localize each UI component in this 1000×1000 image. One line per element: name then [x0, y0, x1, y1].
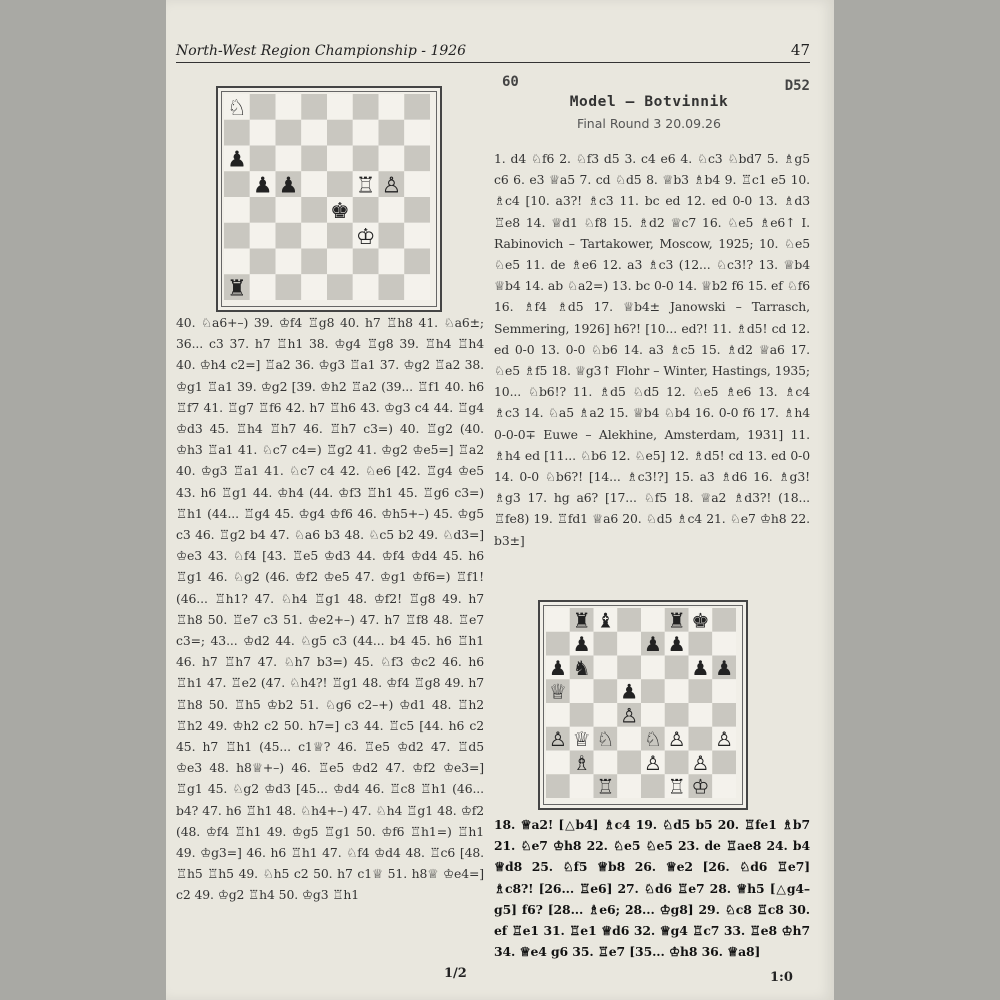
- board-square: [327, 274, 353, 300]
- chess-diagram-left: [216, 86, 442, 312]
- board-square: [570, 774, 594, 798]
- board-square: [665, 656, 689, 680]
- board-square: [379, 249, 405, 275]
- white-N-piece: ♘: [596, 727, 615, 752]
- left-result: 1/2: [444, 966, 467, 981]
- board-square: [404, 197, 430, 223]
- board-square: [276, 249, 302, 275]
- white-P-piece: ♙: [667, 727, 686, 752]
- board-square: [689, 679, 713, 703]
- black-P-piece: ♟: [691, 655, 710, 680]
- board-square: [617, 774, 641, 798]
- chessboard-right: [546, 608, 736, 798]
- white-N-piece: ♘: [643, 727, 662, 752]
- board-square: [276, 94, 302, 120]
- black-P-piece: ♟: [252, 173, 273, 199]
- white-N-piece: ♘: [227, 96, 247, 122]
- board-square: [301, 120, 327, 146]
- board-square: [546, 751, 570, 775]
- board-square: [276, 120, 302, 146]
- board-square: [546, 703, 570, 727]
- white-R-piece: ♖: [667, 774, 686, 798]
- board-square: [250, 197, 276, 223]
- left-column-text: 40. ♘a6+–) 39. ♔f4 ♖g8 40. h7 ♖h8 41. ♘a6±; 36... c3 37. h7 ♖h1 38. ♔g4 ♖g8 39. ♖h4 ♖h4 40. ♔h4 c2=] ♖a2 36. ♔g3 ♖a1 37. ♔g2 ♖a2 38. ♔g1 ♖a1 39. ♔g2 [39. ♔h2 ♖a2 (39... ♖f1 40. h6 ♖f7 41. ♖g7 ♖f6 42. h7 ♖h6 43. ♔g3 c4 44. ♖g4 ♔d3 45. ♖h4 ♖h7 46. ♖h7 c3=) 40. ♖g2 (40. ♔h3 ♖a1 41. ♘c7 c4=) ♖g2 41. ♔g2 ♔e5=] ♖a2 40. ♔g3 ♖a1 41. ♘c7 c4 42. ♘e6 [42. ♖g4 ♔e5 43. h6 ♖g1 44. ♔h4 (44. ♔f3 ♖h1 45. ♖g6 c3=) ♖h1 (44... ♖g4 45. ♔g4 ♔f6 46. ♔h5+–) 45. ♔g5 c3 46. ♖g2 b4 47. ♘a6 b3 48. ♘c5 b2 49. ♘d3=] ♔e3 43. ♘f4 [43. ♖e5 ♔d3 44. ♔f4 ♔d4 45. h6 ♖g1 46. ♘g2 (46. ♔f2 ♔e5 47. ♔g1 ♔f6=) ♖f1! (46... ♖h1? 47. ♘h4 ♖g1 48. ♔f2! ♖g8 49. h7 ♖h8 50. ♖e7 c3 51. ♔e2+–) 47. h7 ♖f8 48. ♖e7 c3=; 43... ♔d2 44. ♘g5 c3 (44... b4 45. h6 ♖h1 46. h7 ♖h7 47. ♘h7 b3=) 45. ♘f3 ♔c2 46. h6 ♖h1 47. ♖e2 (47. ♘h4?! ♖g1 48. ♔f4 ♖g8 49. h7 ♖h8 50. ♖h5 ♔b2 51. ♘g6 c2–+) ♔d1 48. ♖h2 ♖h2 49. ♔h2 c2 50. h7=] c3 44. ♖c5 [44. h6 c2 45. h7 ♖h1 (45... c1♕? 46. ♖e5 ♔d2 47. ♖d5 ♔e3 48. h8♕+–) 46. ♖e5 ♔d2 47. ♔f2 ♔e3=] ♖g1 45. ♘g2 ♔d3 [45... ♔d4 46. ♖c8 ♖h1 (46... b4? 47. h6 ♖h1 48. ♘h4+–) 47. ♘h4 ♖g1 48. ♔f2 (48. ♔f4 ♖h1 49. ♔g5 ♖g1 50. ♔f6 ♖h1=) ♖h1 49. ♔g3=] 46. h6 ♖h1 47. ♘f4 ♔d4 48. ♖c6 [48. ♖h5 ♖h5 49. ♘h5 c2 50. h7 c1♕ 51. h8♕ ♔e4=] c2 49. ♔g2 ♖h4 50. ♔g3 ♖h1: [176, 315, 484, 903]
- board-square: [276, 146, 302, 172]
- white-R-piece: ♖: [596, 774, 615, 798]
- board-square: [712, 608, 736, 632]
- chessboard-left: [224, 94, 430, 300]
- board-square: [570, 703, 594, 727]
- board-square: [689, 727, 713, 751]
- eco-code: D52: [784, 78, 810, 94]
- white-P-piece: ♙: [620, 703, 639, 728]
- board-square: [327, 120, 353, 146]
- board-square: [353, 120, 379, 146]
- board-square: [712, 632, 736, 656]
- board-square: [224, 249, 250, 275]
- board-square: [353, 146, 379, 172]
- right-column-continuation: [494, 814, 810, 962]
- board-square: [250, 274, 276, 300]
- board-square: [224, 171, 250, 197]
- board-square: [546, 608, 570, 632]
- board-square: [546, 632, 570, 656]
- board-square: [250, 249, 276, 275]
- board-square: [250, 146, 276, 172]
- board-square: [712, 751, 736, 775]
- board-square: [617, 656, 641, 680]
- board-square: [617, 751, 641, 775]
- board-square: [327, 94, 353, 120]
- board-square: [379, 197, 405, 223]
- game-continuation-text: 18. ♕a2! [△b4] ♗c4 19. ♘d5 b5 20. ♖fe1 ♗b7 21. ♘e7 ♔h8 22. ♘e5 ♘e5 23. de ♖ae8 24. b4 ♕d8 25. ♘f5 ♕b8 26. ♕e2 [26. ♘d6 ♖e7] ♗c8?! [26... ♖e6] 27. ♘d6 ♖e7 28. ♕h5 [△g4–g5] f6? [28... ♗e6; 28... ♔g8] 29. ♘c8 ♖c8 30. ef ♖e1 31. ♖e1 ♕d6 32. ♕g4 ♖c7 33. ♖e8 ♔h7 34. ♕e4 g6 35. ♖e7 [35... ♔h8 36. ♕a8]: [494, 817, 810, 960]
- board-square: [301, 274, 327, 300]
- black-B-piece: ♝: [596, 608, 615, 633]
- board-square: [594, 703, 618, 727]
- running-header: [176, 36, 810, 63]
- board-square: [617, 727, 641, 751]
- white-B-piece: ♗: [572, 750, 591, 775]
- white-P-piece: ♙: [548, 727, 567, 752]
- board-square: [641, 774, 665, 798]
- header-title: North-West Region Championship - 1926: [176, 43, 467, 59]
- chess-diagram-right: [538, 600, 748, 810]
- game-moves-text: 1. d4 ♘f6 2. ♘f3 d5 3. c4 e6 4. ♘c3 ♘bd7 5. ♗g5 c6 6. e3 ♕a5 7. cd ♘d5 8. ♕b3 ♗b4 9. ♖c1 e5 10. ♗c4 [10. a3?! ♗c3 11. bc ed 12. ed 0-0 13. ♗d3 ♖e8 14. ♕d1 ♘f8 15. ♗d2 ♕c7 16. ♘e5 ♗e6↑ I. Rabinovich – Tartakower, Moscow, 1925; 10. ♘e5 ♘e5 11. de ♗e6 12. a3 ♗c3 (12... ♘c3!? 13. ♕b4 ♕b4 14. ab ♘a2=) 13. bc 0-0 14. ♕b2 f6 15. ef ♘f6 16. ♗f4 ♗d5 17. ♕b4± Janowski – Tarrasch, Semmering, 1926] h6?! [10... ed?! 11. ♗d5! cd 12. ed 0-0 13. 0-0 ♘b6 14. a3 ♗c5 15. ♗d2 ♕a6 17. ♘e5 ♗f5 18. ♕g3↑ Flohr – Winter, Hastings, 1935; 10... ♘b6!? 11. ♗d5 ♘d5 12. ♘e5 ♗e6 13. ♗c4 ♗c3 14. ♘a5 ♗a2 15. ♕b4 ♘b4 16. 0-0 f6 17. ♗h4 0-0-0∓ Euwe – Alekhine, Amsterdam, 1931] 11. ♗h4 ed [11... ♘b6 12. ♘e5] 12. ♗d5! cd 13. ed 0-0 14. 0-0 ♘b6?! [14... ♗c3!?] 15. a3 ♗d6 16. ♗g3! ♗g3 17. hg a6? [17... ♘f5 18. ♕a2 ♗d3?! (18... ♖fe8) 19. ♖fd1 ♕a6 20. ♘d5 ♗c4 21. ♘e7 ♔h8 22. b3±]: [494, 151, 810, 548]
- board-square: [379, 94, 405, 120]
- game-number: 60: [502, 74, 519, 90]
- board-square: [404, 274, 430, 300]
- board-square: [689, 703, 713, 727]
- board-square: [404, 94, 430, 120]
- black-P-piece: ♟: [548, 655, 567, 680]
- black-P-piece: ♟: [715, 655, 734, 680]
- board-square: [224, 197, 250, 223]
- board-square: [641, 679, 665, 703]
- board-square: [301, 249, 327, 275]
- board-square: [301, 197, 327, 223]
- board-square: [379, 274, 405, 300]
- board-square: [404, 223, 430, 249]
- white-Q-piece: ♕: [572, 727, 591, 752]
- white-R-piece: ♖: [355, 173, 376, 199]
- board-square: [594, 751, 618, 775]
- board-square: [301, 146, 327, 172]
- white-P-piece: ♙: [381, 173, 402, 199]
- board-square: [665, 679, 689, 703]
- board-square: [641, 703, 665, 727]
- game-players: Model – Botvinnik: [569, 94, 729, 110]
- board-square: [641, 656, 665, 680]
- white-P-piece: ♙: [715, 727, 734, 752]
- board-square: [224, 120, 250, 146]
- board-square: [617, 632, 641, 656]
- board-square: [379, 223, 405, 249]
- left-column: [176, 312, 484, 906]
- board-square: [594, 632, 618, 656]
- board-square: [617, 608, 641, 632]
- board-square: [712, 679, 736, 703]
- black-K-piece: ♚: [330, 199, 350, 225]
- board-square: [327, 223, 353, 249]
- white-Q-piece: ♕: [548, 679, 567, 704]
- board-square: [665, 703, 689, 727]
- board-square: [594, 679, 618, 703]
- black-K-piece: ♚: [691, 608, 710, 633]
- black-P-piece: ♟: [278, 173, 299, 199]
- board-square: [570, 679, 594, 703]
- board-square: [301, 171, 327, 197]
- black-R-piece: ♜: [572, 608, 591, 633]
- board-square: [327, 171, 353, 197]
- board-square: [353, 249, 379, 275]
- board-square: [301, 223, 327, 249]
- board-square: [594, 656, 618, 680]
- board-square: [301, 94, 327, 120]
- right-column: [494, 148, 810, 551]
- black-P-piece: ♟: [620, 679, 639, 704]
- black-P-piece: ♟: [572, 632, 591, 657]
- white-P-piece: ♙: [691, 750, 710, 775]
- board-square: [224, 223, 250, 249]
- board-square: [353, 274, 379, 300]
- black-R-piece: ♜: [227, 276, 247, 300]
- game-event: Final Round 3 20.09.26: [577, 116, 721, 131]
- black-R-piece: ♜: [667, 608, 686, 633]
- board-square: [353, 197, 379, 223]
- board-square: [250, 223, 276, 249]
- black-P-piece: ♟: [643, 632, 662, 657]
- board-square: [404, 120, 430, 146]
- board-square: [276, 223, 302, 249]
- board-square: [276, 274, 302, 300]
- board-square: [641, 608, 665, 632]
- board-square: [379, 120, 405, 146]
- board-square: [327, 146, 353, 172]
- board-square: [665, 751, 689, 775]
- white-K-piece: ♔: [355, 224, 376, 250]
- game-result: 1:0: [770, 970, 793, 985]
- board-square: [404, 146, 430, 172]
- board-square: [404, 171, 430, 197]
- black-P-piece: ♟: [227, 147, 247, 173]
- black-P-piece: ♟: [667, 632, 686, 657]
- board-square: [250, 94, 276, 120]
- white-K-piece: ♔: [691, 774, 710, 798]
- board-square: [404, 249, 430, 275]
- board-square: [379, 146, 405, 172]
- book-page: [166, 0, 834, 1000]
- board-square: [276, 197, 302, 223]
- board-square: [353, 94, 379, 120]
- board-square: [689, 632, 713, 656]
- board-square: [546, 774, 570, 798]
- white-P-piece: ♙: [643, 750, 662, 775]
- board-square: [250, 120, 276, 146]
- board-square: [712, 703, 736, 727]
- board-square: [327, 249, 353, 275]
- page-number: 47: [790, 41, 810, 59]
- board-square: [712, 774, 736, 798]
- black-N-piece: ♞: [572, 655, 591, 680]
